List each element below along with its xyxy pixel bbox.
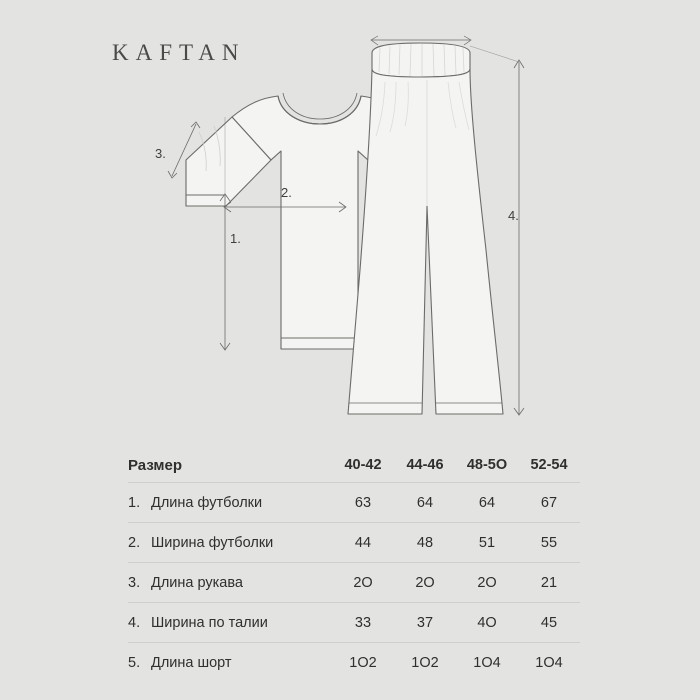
row-value: 4O <box>477 614 497 631</box>
row-value: 1O4 <box>473 654 501 671</box>
row-value: 2O <box>415 574 435 591</box>
row-label <box>128 615 332 631</box>
table-header-row <box>128 448 580 483</box>
row-number: 1. <box>128 494 141 511</box>
row-value: 33 <box>354 614 372 631</box>
row-value: 51 <box>478 534 496 551</box>
row-number: 3. <box>128 574 141 591</box>
measure-label-3: 3. <box>155 146 166 161</box>
row-value: 2O <box>353 574 373 591</box>
row-number: 4. <box>128 614 141 631</box>
table-row <box>128 483 580 523</box>
tshirt-collar <box>283 93 357 119</box>
row-value: 1O4 <box>535 654 563 671</box>
measure-arrow-waist-right <box>464 36 471 45</box>
row-label-text: Ширина по талии <box>151 614 268 631</box>
brand-logo: KAFTAN <box>112 40 246 65</box>
table-row <box>128 643 580 682</box>
table-header-size-3: 52-54 <box>530 457 568 473</box>
table-row <box>128 603 580 643</box>
row-value: 44 <box>354 534 372 551</box>
row-value: 48 <box>416 534 434 551</box>
row-label <box>128 655 332 671</box>
row-label <box>128 535 332 551</box>
row-number: 5. <box>128 654 141 671</box>
table-header-size-1: 44-46 <box>406 457 444 473</box>
row-number: 2. <box>128 534 141 551</box>
table-header-label <box>128 457 332 474</box>
size-table <box>128 448 580 682</box>
pants-legs <box>348 69 503 414</box>
row-value: 1O2 <box>349 654 377 671</box>
row-label-text: Длина рукава <box>151 574 243 591</box>
row-value: 45 <box>540 614 558 631</box>
table-header-size-0: 40-42 <box>344 457 382 473</box>
table-header-size-2: 48-5O <box>466 457 508 473</box>
row-label-text: Ширина футболки <box>151 534 274 551</box>
row-value: 55 <box>540 534 558 551</box>
table-row <box>128 563 580 603</box>
measure-label-2: 2. <box>281 185 292 200</box>
row-value: 67 <box>540 494 558 511</box>
row-value: 63 <box>354 494 372 511</box>
row-value: 64 <box>416 494 434 511</box>
row-label-text: Длина футболки <box>151 494 263 511</box>
row-label <box>128 575 332 591</box>
table-row <box>128 523 580 563</box>
row-value: 1O2 <box>411 654 439 671</box>
measure-label-1: 1. <box>230 231 241 246</box>
row-label <box>128 495 332 511</box>
measure-guide-4 <box>470 46 519 62</box>
row-value: 21 <box>540 574 558 591</box>
measure-label-4: 4. <box>508 208 519 223</box>
measure-arrow-waist-left <box>371 36 378 45</box>
table-header-label-text: Размер <box>128 456 183 474</box>
row-value: 64 <box>478 494 496 511</box>
row-value: 2O <box>477 574 497 591</box>
row-value: 37 <box>416 614 434 631</box>
row-label-text: Длина шорт <box>151 654 232 671</box>
pants-illustration <box>348 43 503 414</box>
